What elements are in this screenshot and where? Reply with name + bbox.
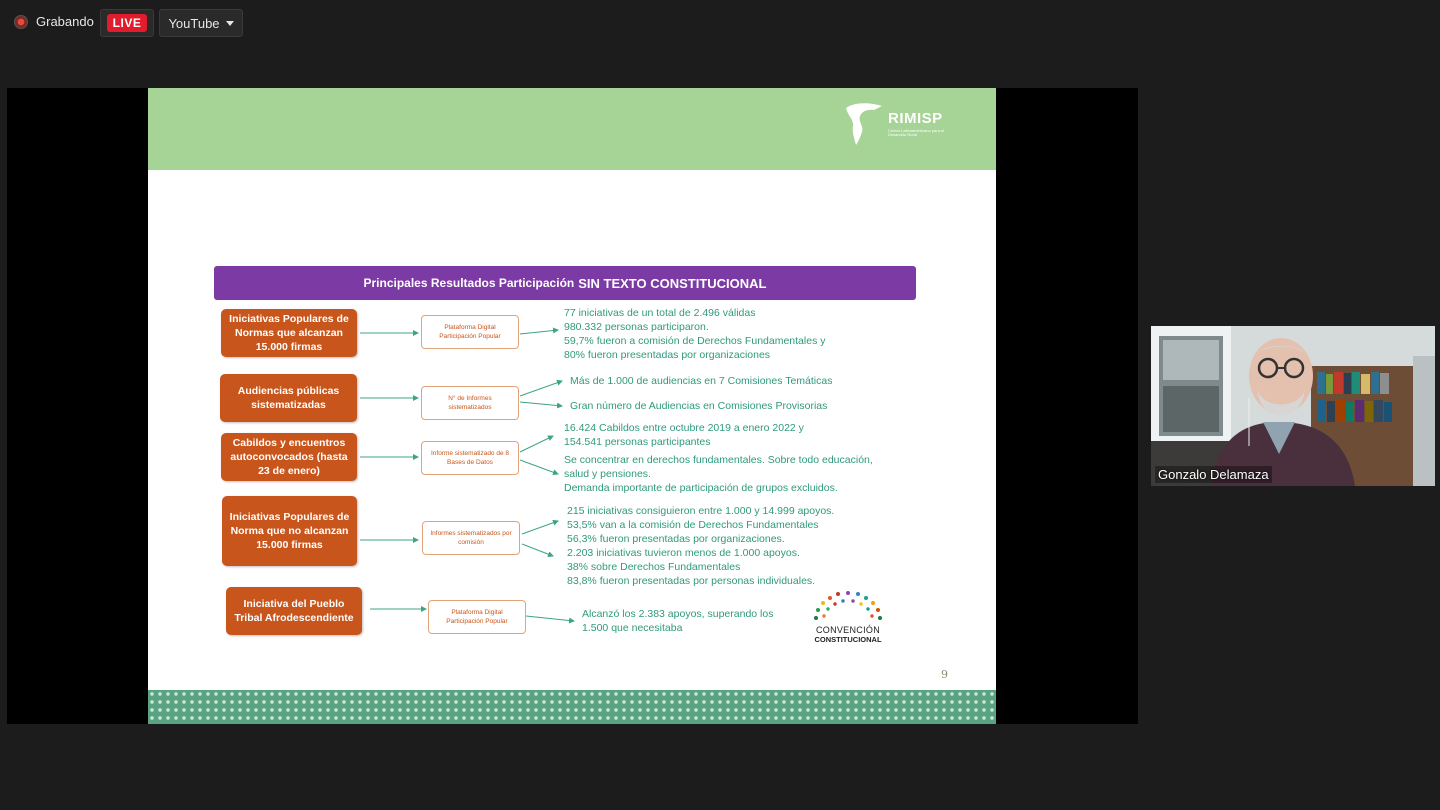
caret-down-icon [226, 21, 234, 26]
platform-dropdown[interactable] [159, 9, 243, 37]
source-box: Informe sistematizado de 8 Bases de Datos [421, 441, 519, 475]
participant-video-frame [1151, 326, 1435, 486]
source-box: N° de Informes sistematizados [421, 386, 519, 420]
recording-indicator [14, 14, 94, 29]
result-text: 215 iniciativas consiguieron entre 1.000 y 14.999 apoyos. 53,5% van a la comisión de Derechos Fundamentales 56,3% fueron presentadas por organizaciones. 2.203 iniciativas tuvieron menos de 1.000 apoyos. 38% sobre Derechos Fundamentales 83,8% fueron presentadas por personas individuales. [567, 505, 835, 587]
logo-subtitle: Centro Latinoamericano para el Desarrollo Rural [888, 128, 945, 137]
record-icon [14, 15, 28, 29]
result-text: Alcanzó los 2.383 apoyos, superando los 1.500 que necesitaba [582, 608, 774, 634]
platform-label: YouTube [168, 15, 220, 31]
category-box: Audiencias públicas sistematizadas [220, 374, 357, 422]
source-box: Plataforma Digital Participación Popular [428, 600, 526, 634]
arc-dots-icon [810, 590, 886, 620]
top-bar [0, 0, 1440, 46]
title-prefix: Principales Resultados Participación [363, 276, 575, 290]
title-emphasis: SIN TEXTO CONSTITUCIONAL [578, 275, 767, 291]
live-button[interactable] [100, 9, 154, 37]
source-box: Plataforma Digital Participación Popular [421, 315, 519, 349]
source-box: Informes sistematizados por comisión [422, 521, 520, 555]
category-box: Iniciativas Populares de Normas que alcanzan 15.000 firmas [221, 309, 357, 357]
participant-video[interactable] [1151, 326, 1435, 486]
logo-name: RIMISP [888, 110, 943, 127]
category-box: Iniciativa del Pueblo Tribal Afrodescendiente [226, 587, 362, 635]
presentation-slide [148, 88, 996, 724]
participant-name: Gonzalo Delamaza [1155, 466, 1272, 483]
result-text: Se concentrar en derechos fundamentales. Sobre todo educación, salud y pensiones. Demanda importante de participación de grupos excluidos. [564, 454, 873, 494]
live-badge: LIVE [107, 14, 148, 32]
page-number: 9 [941, 668, 948, 681]
slide-footer-pattern [148, 690, 996, 724]
recording-label: Grabando [36, 14, 94, 29]
result-text: 77 iniciativas de un total de 2.496 válidas 980.332 personas participaron. 59,7% fueron a comisión de Derechos Fundamentales y 80% fueron presentadas por organizaciones [564, 307, 826, 361]
convencion-logo [810, 590, 886, 644]
convencion-line2: CONSTITUCIONAL [814, 635, 882, 644]
result-text: Más de 1.000 de audiencias en 7 Comisiones Temáticas [570, 375, 833, 387]
category-box: Iniciativas Populares de Norma que no alcanzan 15.000 firmas [222, 496, 357, 566]
result-text: Gran número de Audiencias en Comisiones Provisorias [570, 400, 828, 412]
convencion-line1: CONVENCIÓN [815, 625, 880, 635]
result-text: 16.424 Cabildos entre octubre 2019 a enero 2022 y 154.541 personas participantes [564, 422, 804, 448]
category-box: Cabildos y encuentros autoconvocados (hasta 23 de enero) [221, 433, 357, 481]
